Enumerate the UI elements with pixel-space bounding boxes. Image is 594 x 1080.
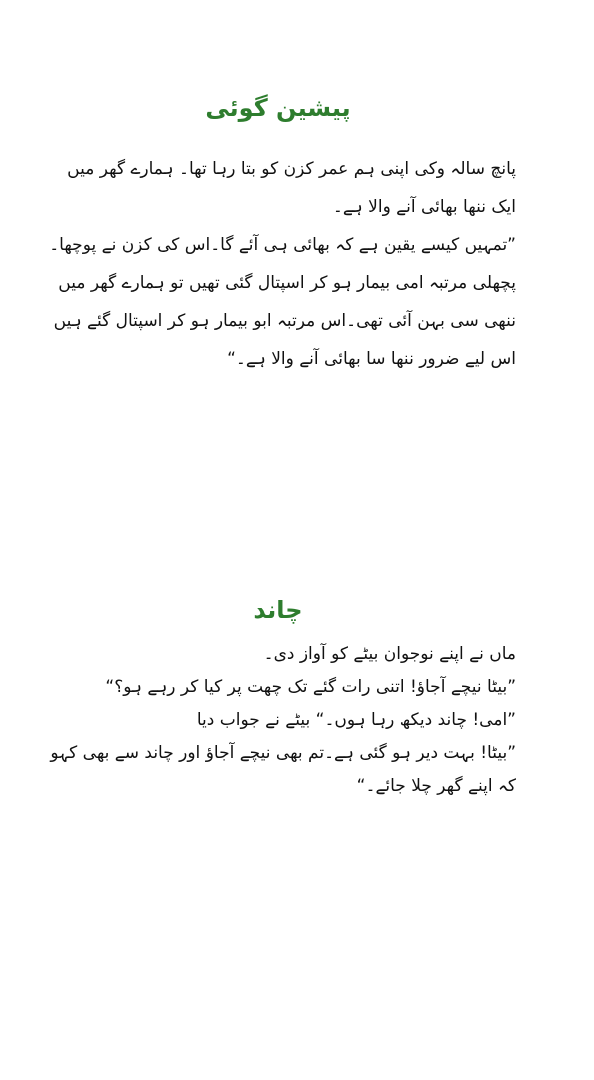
story-title: چاند	[253, 596, 303, 624]
story-moon	[40, 590, 516, 803]
story-paragraph: ”بیٹا! بہت دیر ہو گئی ہے۔تم بھی نیچے آجاؤ اور چاند سے بھی کہو کہ اپنے گھر چلا جائے۔“	[50, 743, 516, 796]
story-title: پیشین گوئی	[205, 94, 351, 122]
story-paragraph: پانچ سالہ وکی اپنی ہم عمر کزن کو بتا رہا تھا۔ ہمارے گھر میں ایک ننھا بھائی آنے والا ہے۔	[67, 159, 516, 217]
story-paragraph: ”تمہیں کیسے یقین ہے کہ بھائی ہی آئے گا۔اس کی کزن نے پوچھا۔	[49, 235, 516, 255]
story-paragraph: ”امی! چاند دیکھ رہا ہوں۔“ بیٹے نے جواب دیا	[196, 710, 516, 730]
story-paragraph: ماں نے اپنے نوجوان بیٹے کو آواز دی۔	[263, 644, 516, 664]
story-paragraph: پچھلی مرتبہ امی بیمار ہو کر اسپتال گئی تھیں تو ہمارے گھر میں ننھی سی بہن آئی تھی۔اس مرتبہ ابو بیمار ہو کر اسپتال گئے ہیں اس لیے ضرور ننھا سا بھائی آنے والا ہے۔“	[53, 273, 516, 369]
story-paragraph: ”بیٹا نیچے آجاؤ! اتنی رات گئے تک چھت پر کیا کر رہے ہو؟“	[105, 677, 516, 697]
story-prophecy	[40, 88, 516, 378]
